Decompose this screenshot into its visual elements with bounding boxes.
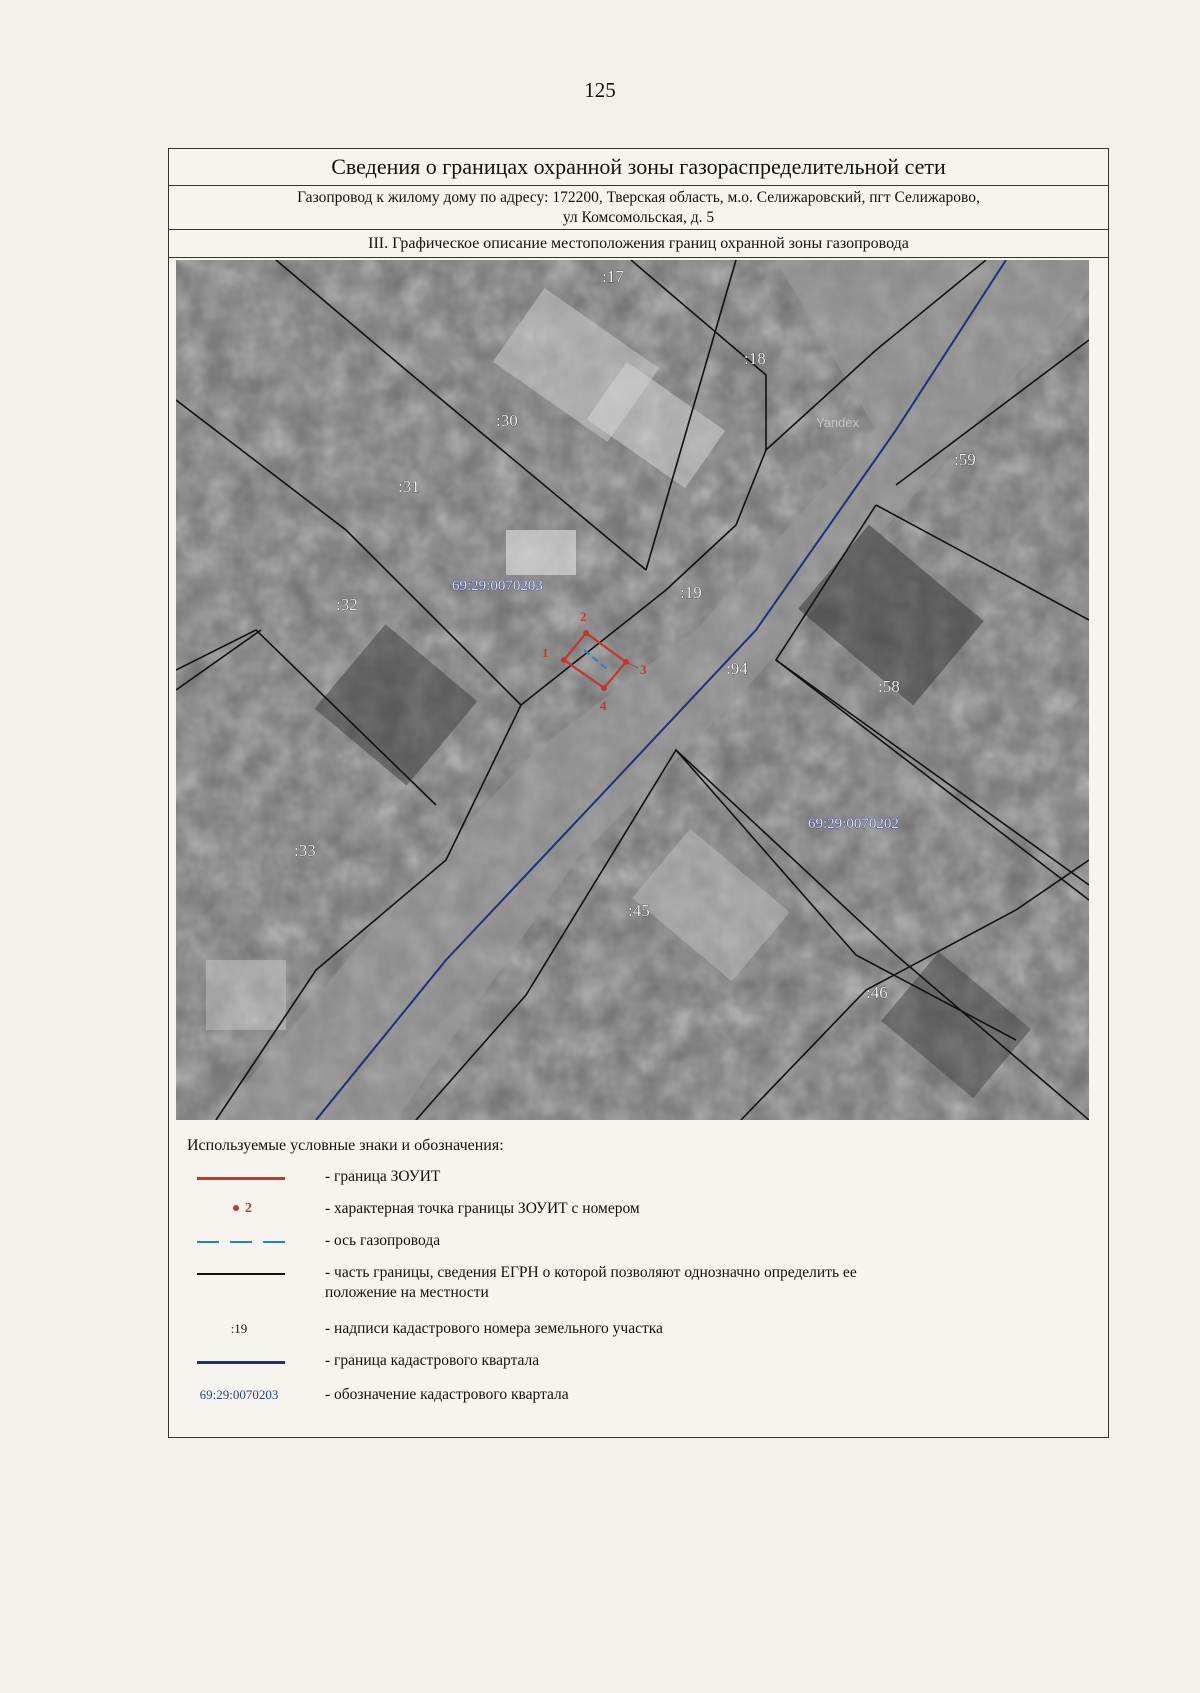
roof (506, 530, 576, 575)
parcel-label: :17 (602, 267, 624, 286)
legend-text: - граница кадастрового квартала (325, 1352, 540, 1369)
quarter-label: 69:29:0070203 (452, 578, 543, 594)
legend-text: - граница ЗОУИТ (325, 1168, 441, 1185)
quarter-label-sample: 69:29:0070203 (199, 1387, 279, 1402)
zone-point-label-2: 2 (580, 609, 587, 624)
document-title: Сведения о границах охранной зоны газораспределительной сети (169, 149, 1108, 186)
parcel-label: :46 (866, 983, 888, 1002)
zone-point-2 (583, 630, 589, 636)
red-line-symbol (191, 1167, 287, 1187)
legend-text: - характерная точка границы ЗОУИТ с номером (325, 1200, 640, 1217)
parcel-label: :58 (878, 677, 900, 696)
legend-title: Используемые условные знаки и обозначения: (187, 1137, 504, 1154)
text-symbol (191, 1319, 287, 1339)
dark-blue-line-symbol (191, 1351, 287, 1371)
document-frame (168, 148, 1109, 1438)
zone-point-3 (623, 659, 629, 665)
red-point-symbol (191, 1199, 287, 1219)
dashed-line-symbol (191, 1231, 287, 1251)
parcel-label: :19 (680, 583, 702, 602)
parcel-label: :18 (744, 349, 766, 368)
section-heading: III. Графическое описание местоположения границ охранной зоны газопровода (169, 230, 1108, 258)
map-watermark: Yandex (816, 415, 860, 430)
page-number: 125 (584, 78, 616, 102)
quarter-label: 69:29:0070202 (808, 816, 899, 832)
legend-text-continued: положение на местности (325, 1284, 489, 1301)
zone-point-4 (601, 685, 607, 691)
parcel-label: :59 (954, 450, 976, 469)
zone-point-label-4: 4 (600, 698, 607, 713)
parcel-label: :33 (294, 841, 316, 860)
zone-point-label-1: 1 (542, 645, 549, 660)
parcel-label: :45 (628, 901, 650, 920)
point-symbol-label: 2 (245, 1201, 252, 1216)
black-line-symbol (191, 1263, 287, 1283)
aerial-map (176, 260, 1089, 1120)
parcel-label: :32 (336, 595, 358, 614)
parcel-label: :94 (726, 659, 748, 678)
parcel-label-sample: :19 (230, 1321, 248, 1336)
parcel-label: :30 (496, 411, 518, 430)
parcel-label: :31 (398, 477, 420, 496)
legend-text: - часть границы, сведения ЕГРН о которой позволяют однозначно определить ее (325, 1264, 857, 1281)
legend-text: - обозначение кадастрового квартала (325, 1386, 569, 1403)
object-address (169, 186, 1108, 230)
legend-text: - ось газопровода (325, 1232, 441, 1249)
text-symbol (191, 1385, 287, 1405)
address-line-1: Газопровод к жилому дому по адресу: 172200, Тверская область, м.о. Селижаровский, пгт Селижарово, (297, 189, 980, 206)
legend-text: - надписи кадастрового номера земельного участка (325, 1320, 663, 1337)
roof (206, 960, 286, 1030)
zone-point-label-3: 3 (640, 662, 647, 677)
zone-point-1 (561, 657, 567, 663)
address-line-2: ул Комсомольская, д. 5 (562, 209, 715, 226)
